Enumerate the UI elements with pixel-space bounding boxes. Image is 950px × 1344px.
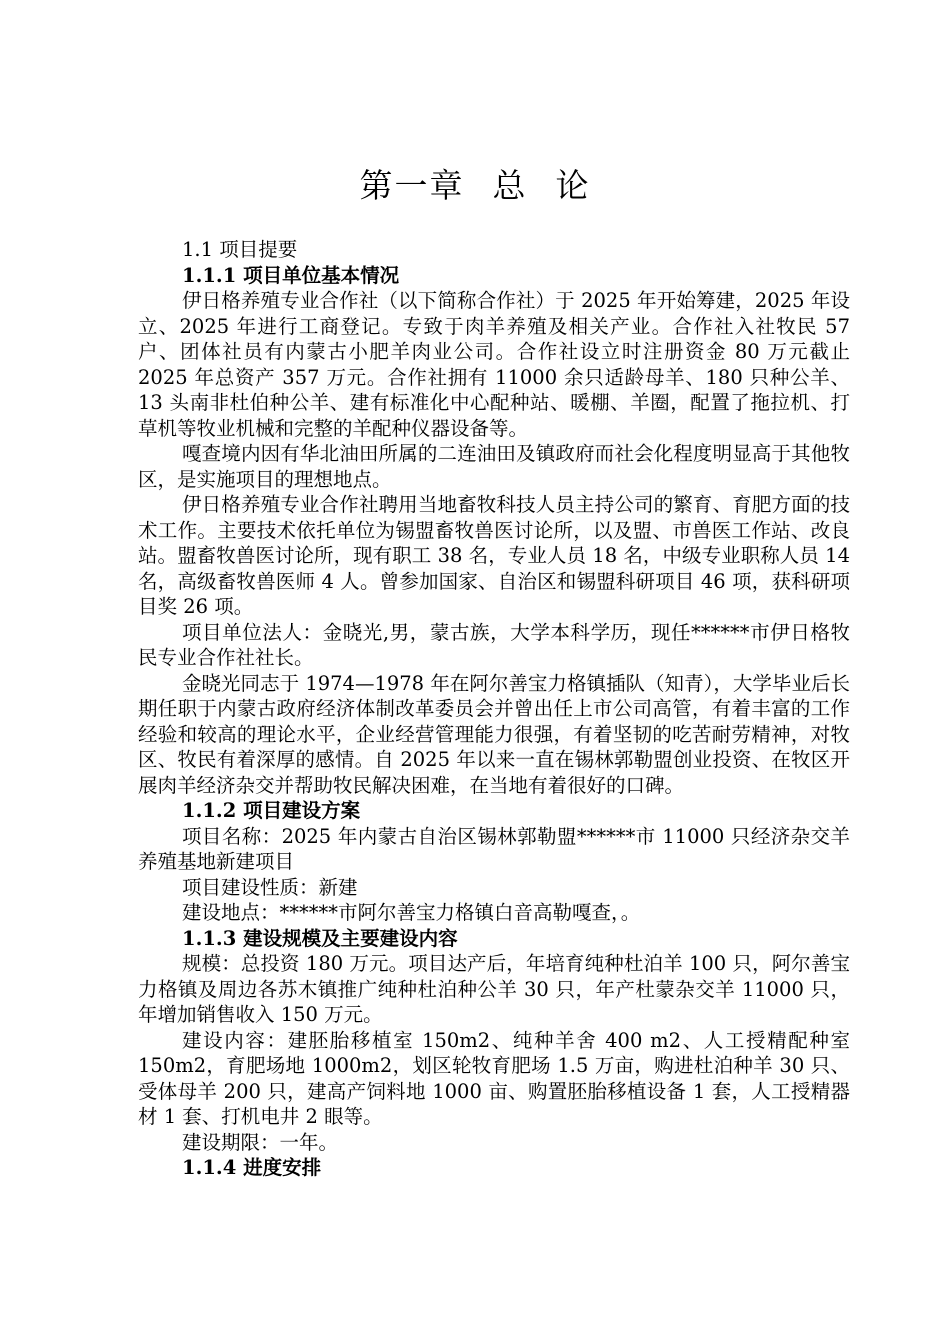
paragraph-cooperative-intro: 伊日格养殖专业合作社（以下简称合作社）于 2025 年开始筹建，2025 年设立、2025 年进行工商登记。专致于肉羊养殖及相关产业。合作社入社牧民 57 户、团体社员有内蒙古小肥羊肉业公司。合作社设立时注册资金 80 万元截止 2025 年总资产 357 万元。合作社拥有 11000 余只适龄母羊、180 只种公羊、13 头南非杜伯种公羊、建有标准化中心配种站、暖棚、羊圈，配置了拖拉机、打草机等牧业机械和完整的羊配种仪器设备等。 — [138, 289, 850, 440]
chapter-title-part-3: 论 — [555, 166, 591, 205]
section-heading-1-1: 1.1 项目提要 — [182, 238, 298, 261]
chapter-title-part-1: 第一章 — [359, 166, 465, 205]
section-heading-1-1-4: 1.1.4 进度安排 — [182, 1156, 322, 1179]
section-heading-1-1-1: 1.1.1 项目单位基本情况 — [182, 263, 400, 287]
paragraph-project-nature: 项目建设性质：新建 — [182, 875, 358, 899]
section-heading-1-1-3: 1.1.3 建设规模及主要建设内容 — [182, 926, 458, 950]
paragraph-construction-period: 建设期限：一年。 — [182, 1130, 339, 1154]
paragraph-legal-representative: 项目单位法人：金晓光,男，蒙古族，大学本科学历，现任******市伊日格牧民专业合作社社长。 — [138, 620, 850, 669]
paragraph-representative-bio: 金晓光同志于 1974—1978 年在阿尔善宝力格镇插队（知青），大学毕业后长期任职于内蒙古政府经济体制改革委员会并曾出任上市公司高管，有着丰富的工作经验和较高的理论水平，企业经营管理能力很强，有着坚韧的吃苦耐劳精神，对牧区、牧民有着深厚的感情。自 2025 年以来一直在锡林郭勒盟创业投资、在牧区开展肉羊经济杂交并帮助牧民解决困难，在当地有着很好的口碑。 — [138, 671, 850, 797]
paragraph-technical-support: 伊日格养殖专业合作社聘用当地畜牧科技人员主持公司的繁育、育肥方面的技术工作。主要技术依托单位为锡盟畜牧兽医讨论所，以及盟、市兽医工作站、改良站。盟畜牧兽医讨论所，现有职工 38 名，专业人员 18 名，中级专业职称人员 14 名，高级畜牧兽医师 4 人。曾参加国家、自治区和锡盟科研项目 46 项，获科研项目奖 26 项。 — [138, 493, 850, 618]
paragraph-scale: 规模：总投资 180 万元。项目达产后，年培育纯种杜泊羊 100 只，阿尔善宝力格镇及周边各苏木镇推广纯种杜泊种公羊 30 只，年产杜蒙杂交羊 11000 只，年增加销售收入 150 万元。 — [138, 952, 850, 1026]
section-heading-1-1-2: 1.1.2 项目建设方案 — [182, 799, 361, 822]
paragraph-project-site: 建设地点：******市阿尔善宝力格镇白音高勒嘎查，。 — [182, 901, 641, 924]
paragraph-location-advantage: 嘎查境内因有华北油田所属的二连油田及镇政府而社会化程度明显高于其他牧区，是实施项目的理想地点。 — [138, 442, 850, 491]
body-content — [138, 237, 850, 1181]
paragraph-construction-content: 建设内容：建胚胎移植室 150m2、纯种羊舍 400 m2、人工授精配种室 150m2，育肥场地 1000m2，划区轮牧育肥场 1.5 万亩，购进杜泊种羊 30 只、受体母羊 200 只，建高产饲料地 1000 亩、购置胚胎移植设备 1 套，人工授精器材 1 套、打机电井 2 眼等。 — [138, 1028, 850, 1128]
chapter-title-part-2: 总 — [492, 166, 528, 205]
paragraph-project-name: 项目名称：2025 年内蒙古自治区锡林郭勒盟******市 11000 只经济杂交羊养殖基地新建项目 — [138, 824, 850, 873]
chapter-title — [0, 163, 950, 209]
